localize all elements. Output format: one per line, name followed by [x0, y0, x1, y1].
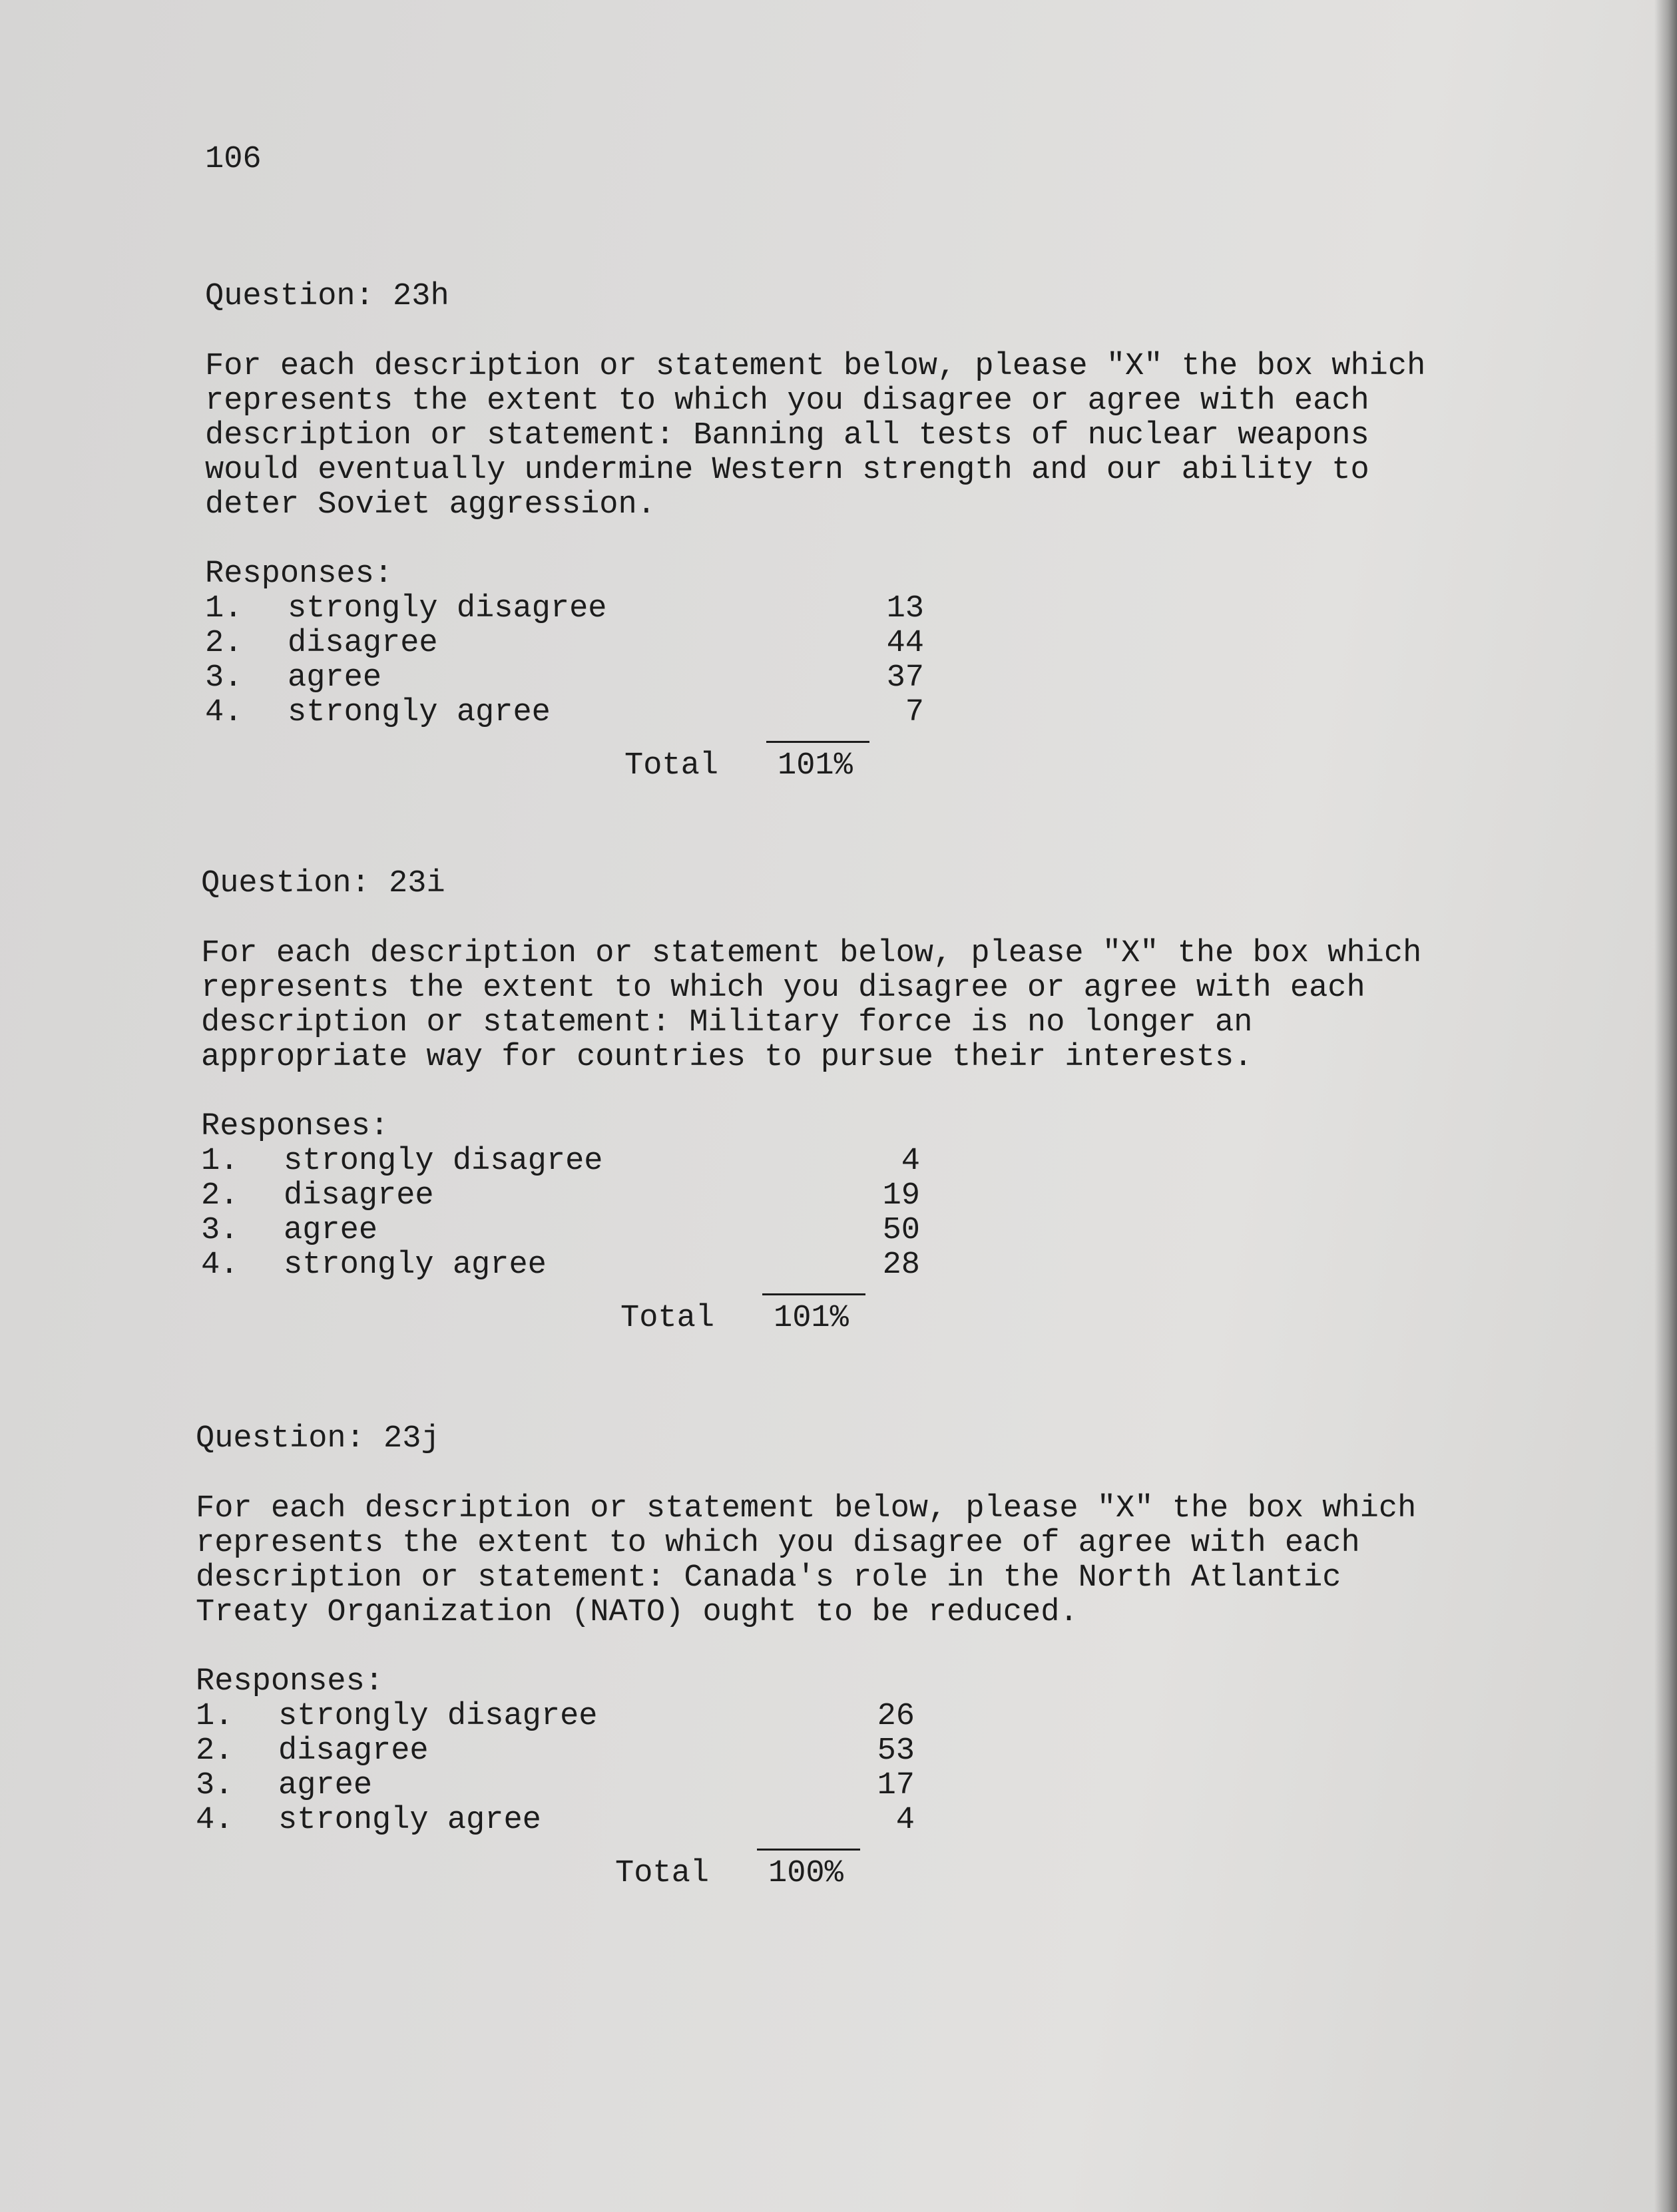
response-row — [196, 1699, 1560, 1734]
total-label: Total — [620, 1301, 715, 1336]
response-row — [205, 661, 1570, 696]
response-value: 37 — [886, 660, 924, 696]
response-number: 2. — [196, 1733, 234, 1769]
question-text-line: deter Soviet aggression. — [205, 487, 656, 523]
response-number: 4. — [205, 695, 243, 730]
response-number: 3. — [205, 660, 243, 696]
response-row — [201, 1144, 1566, 1179]
question-text-line: For each description or statement below, please "X" the box which — [196, 1491, 1417, 1526]
question-title: Question: 23i — [201, 866, 445, 901]
question-text-line: description or statement: Canada's role in the North Atlantic — [196, 1560, 1341, 1596]
total-value: 100% — [768, 1856, 843, 1891]
response-label: strongly disagree — [288, 591, 607, 626]
question-text — [201, 937, 1566, 1075]
total-rule — [762, 1293, 865, 1295]
question-text-line: description or statement: Military force is no longer an — [201, 1005, 1253, 1040]
response-label: disagree — [278, 1733, 429, 1769]
response-label: agree — [284, 1213, 378, 1248]
responses-list — [205, 557, 1570, 789]
page-edge-shadow — [1654, 0, 1677, 2212]
response-value: 26 — [877, 1699, 915, 1734]
response-value: 4 — [901, 1144, 920, 1179]
responses-header: Responses: — [201, 1109, 389, 1144]
response-value: 28 — [882, 1247, 920, 1283]
response-value: 4 — [895, 1803, 915, 1838]
response-row — [201, 1179, 1566, 1214]
question-text-line: For each description or statement below, please "X" the box which — [201, 936, 1422, 971]
response-value: 50 — [882, 1213, 920, 1248]
response-label: strongly disagree — [284, 1144, 603, 1179]
response-row — [196, 1734, 1560, 1769]
question-title: Question: 23j — [196, 1421, 440, 1456]
response-row — [205, 592, 1570, 626]
responses-header: Responses: — [196, 1664, 384, 1699]
response-number: 4. — [196, 1803, 234, 1838]
question-text — [196, 1492, 1560, 1630]
response-row — [201, 1214, 1566, 1248]
response-number: 1. — [196, 1699, 234, 1734]
question-text-line: appropriate way for countries to pursue their interests. — [201, 1040, 1253, 1075]
question-text-line: would eventually undermine Western strength and our ability to — [205, 453, 1369, 488]
total-rule — [766, 741, 869, 743]
response-number: 3. — [196, 1768, 234, 1803]
response-label: strongly disagree — [278, 1699, 598, 1734]
question-text-line: represents the extent to which you disagree or agree with each — [205, 383, 1369, 419]
total-rule — [757, 1849, 860, 1851]
question-text — [205, 349, 1570, 523]
total-value: 101% — [778, 748, 853, 783]
response-row — [196, 1769, 1560, 1803]
total-row — [196, 1857, 1560, 1896]
response-label: disagree — [288, 626, 438, 661]
responses-list — [196, 1665, 1560, 1896]
question-text-line: represents the extent to which you disagree or agree with each — [201, 971, 1365, 1006]
response-value: 53 — [877, 1733, 915, 1769]
response-value: 44 — [886, 626, 924, 661]
response-value: 17 — [877, 1768, 915, 1803]
response-number: 3. — [201, 1213, 239, 1248]
total-label: Total — [615, 1856, 710, 1891]
response-row — [201, 1248, 1566, 1283]
question-text-line: For each description or statement below, please "X" the box which — [205, 349, 1426, 384]
response-label: agree — [288, 660, 382, 696]
question-text-line: Treaty Organization (NATO) ought to be reduced. — [196, 1595, 1078, 1630]
response-number: 2. — [205, 626, 243, 661]
response-label: agree — [278, 1768, 373, 1803]
response-value: 13 — [886, 591, 924, 626]
response-label: strongly agree — [288, 695, 551, 730]
response-label: strongly agree — [278, 1803, 541, 1838]
total-row — [201, 1301, 1566, 1341]
response-value: 19 — [882, 1178, 920, 1214]
response-label: strongly agree — [284, 1247, 547, 1283]
response-value: 7 — [905, 695, 924, 730]
response-number: 2. — [201, 1178, 239, 1214]
responses-header: Responses: — [205, 556, 393, 592]
total-row — [205, 749, 1570, 789]
question-block-23h — [205, 280, 1570, 789]
total-value: 101% — [774, 1301, 849, 1336]
response-row — [205, 696, 1570, 730]
response-number: 4. — [201, 1247, 239, 1283]
response-label: disagree — [284, 1178, 434, 1214]
question-block-23i — [201, 867, 1566, 1341]
responses-list — [201, 1110, 1566, 1341]
question-text-line: description or statement: Banning all tests of nuclear weapons — [205, 418, 1369, 453]
response-row — [205, 626, 1570, 661]
page-number: 106 — [205, 142, 262, 177]
response-row — [196, 1803, 1560, 1838]
total-label: Total — [624, 748, 719, 783]
question-block-23j — [196, 1422, 1560, 1896]
question-title: Question: 23h — [205, 279, 449, 314]
response-number: 1. — [201, 1144, 239, 1179]
question-text-line: represents the extent to which you disagree of agree with each — [196, 1526, 1360, 1561]
response-number: 1. — [205, 591, 243, 626]
